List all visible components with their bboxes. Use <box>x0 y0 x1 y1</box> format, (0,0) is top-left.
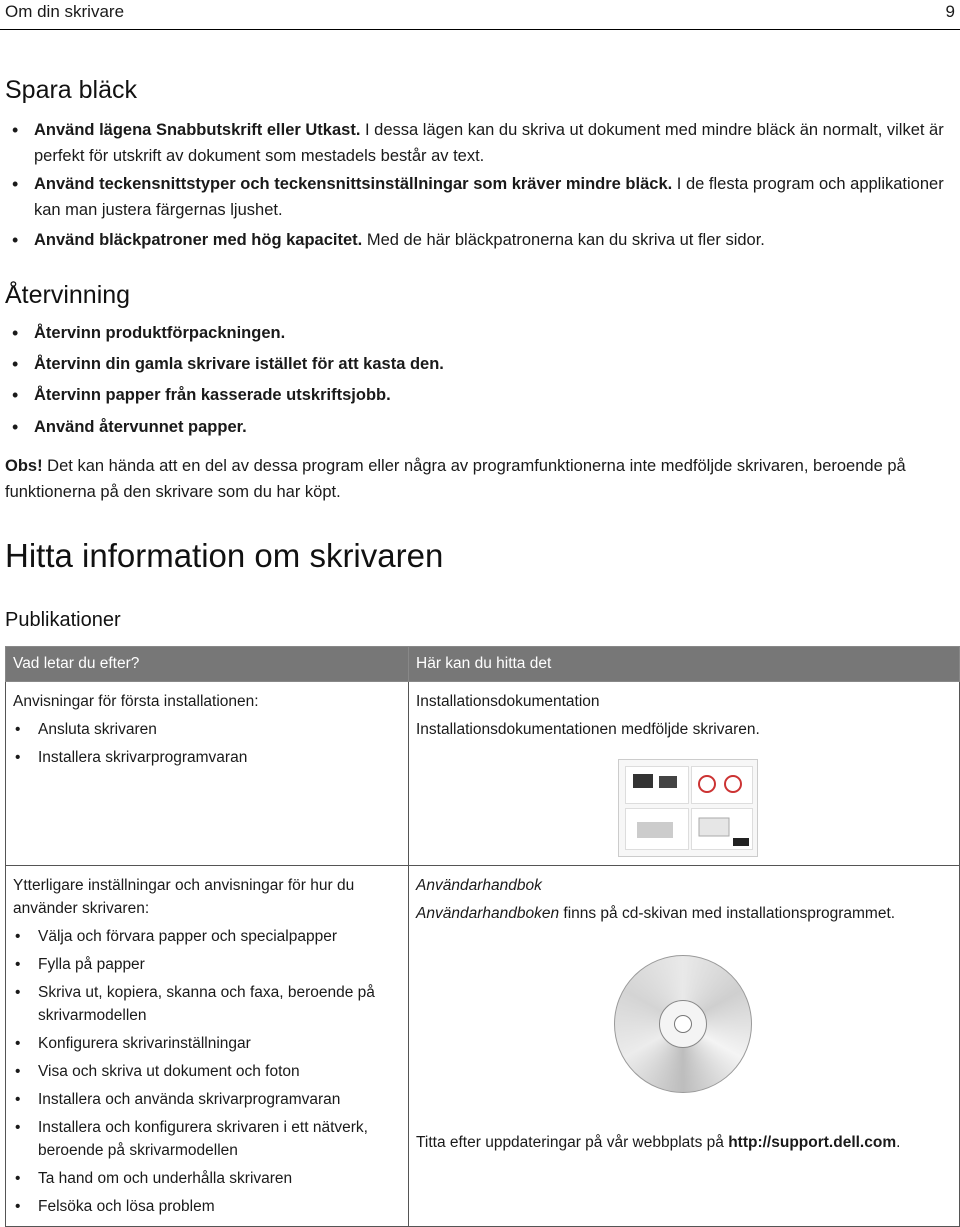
column-header: Här kan du hitta det <box>409 647 960 682</box>
publications-table <box>5 646 960 1227</box>
cell-footer: Titta efter uppdateringar på vår webbplats på http://support.dell.com. <box>416 1134 901 1151</box>
list-item: • Använd bläckpatroner med hög kapacitet. Med de här bläckpatronerna kan du skriva ut fler sidor. <box>10 227 955 253</box>
hitta-heading: Hitta information om skrivaren <box>5 537 444 574</box>
table-cell <box>6 866 409 1227</box>
list-item: • Använd teckensnittstyper och teckensnittsinställningar som kräver mindre bläck. I de flesta program och applikationer kan man justera färgernas ljushet. <box>10 171 955 223</box>
list-item: • Använd återvunnet papper. <box>10 414 955 440</box>
cd-image <box>614 955 752 1093</box>
setup-poster-image <box>618 759 758 857</box>
list-item: • Återvinn produktförpackningen. <box>10 320 955 346</box>
support-link[interactable]: http://support.dell.com <box>728 1134 897 1151</box>
table-cell <box>409 866 960 1227</box>
table-cell <box>409 682 960 866</box>
table-row <box>6 682 960 866</box>
table-row <box>6 866 960 1227</box>
cell-text: Installationsdokumentationen medföljde skrivaren. <box>416 721 760 738</box>
cell-title: Användarhandbok <box>416 877 542 894</box>
list-item: • Återvinn papper från kasserade utskriftsjobb. <box>10 382 955 408</box>
table-cell <box>6 682 409 866</box>
list-item: • Återvinn din gamla skrivare istället för att kasta den. <box>10 351 955 377</box>
atervinning-heading: Återvinning <box>5 281 131 309</box>
obs-note: Obs! Det kan hända att en del av dessa program eller några av programfunktionerna inte medföljde skrivaren, beroende på funktionerna på den skrivare som du har köpt. <box>5 457 906 501</box>
list-item: • Felsöka och lösa problem <box>13 1195 401 1218</box>
list-item: • Välja och förvara papper och specialpapper <box>13 925 401 948</box>
publikationer-heading: Publikationer <box>5 609 121 631</box>
spara-heading: Spara bläck <box>5 76 138 104</box>
running-header-title: Om din skrivare <box>5 2 125 21</box>
cell-intro: Anvisningar för första installationen: <box>13 693 259 710</box>
list-item: • Visa och skriva ut dokument och foton <box>13 1060 401 1083</box>
list-item: • Skriva ut, kopiera, skanna och faxa, beroende på skrivarmodellen <box>13 981 401 1027</box>
list-item: • Fylla på papper <box>13 953 401 976</box>
list-item: • Konfigurera skrivarinställningar <box>13 1032 401 1055</box>
header-rule <box>0 29 960 30</box>
list-item: • Installera och använda skrivarprogramvaran <box>13 1088 401 1111</box>
cell-title: Installationsdokumentation <box>416 693 600 710</box>
list-item: • Installera skrivarprogramvaran <box>13 746 401 769</box>
list-item: • Installera och konfigurera skrivaren i ett nätverk, beroende på skrivarmodellen <box>13 1116 401 1162</box>
cell-intro: Ytterligare inställningar och anvisningar för hur du använder skrivaren: <box>13 877 355 917</box>
column-header: Vad letar du efter? <box>6 647 409 682</box>
page-number: 9 <box>945 2 955 21</box>
list-item: • Ansluta skrivaren <box>13 718 401 741</box>
list-item: • Ta hand om och underhålla skrivaren <box>13 1167 401 1190</box>
cell-text: Användarhandboken finns på cd-skivan med installationsprogrammet. <box>416 905 896 922</box>
list-item: • Använd lägena Snabbutskrift eller Utkast. I dessa lägen kan du skriva ut dokument med mindre bläck än normalt, vilket är perfekt för utskrift av dokument som mestadels består av text. <box>10 117 955 169</box>
table-header-row <box>6 647 960 682</box>
